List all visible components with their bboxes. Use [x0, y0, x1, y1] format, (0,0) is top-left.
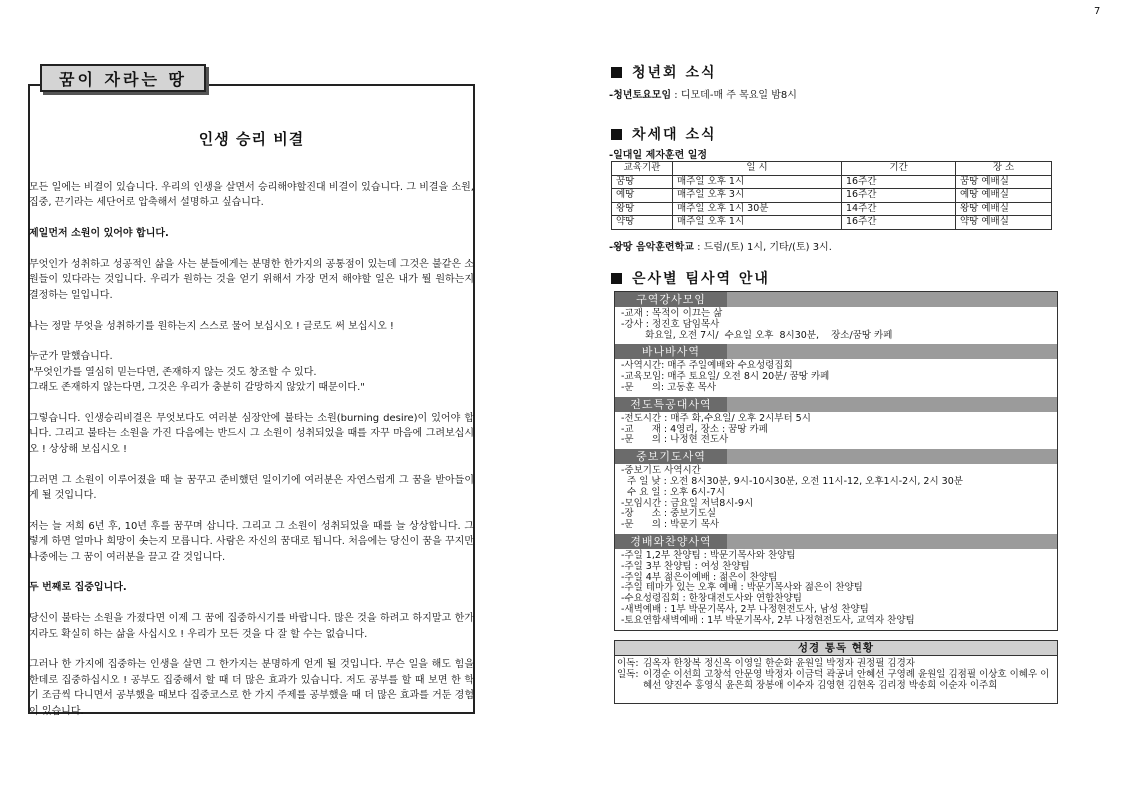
team-detail-line: -교 재 : 4영리, 장소 : 꿈땅 카페	[621, 423, 768, 435]
table-row	[612, 189, 1052, 203]
team-detail-line: -중보기도 사역시간	[621, 465, 701, 477]
youth-meeting-line	[609, 86, 797, 101]
training-subtitle-text: -일대일 제자훈련 일정	[609, 150, 708, 161]
bible-reading-names: 이경순 이선희 고창석 안문영 박정자 이금덕 곽공녀 안혜선 구영례 윤원일 김점필 이상호 이혜우 이혜선 양진수 홍영식 윤은희 장봉애 이수자 김영현 김현옥 김리정 박송희 이순자 이주희	[643, 669, 1050, 691]
team-detail-line: -장 소 : 중보기도실	[621, 508, 717, 520]
team-detail-line: 화요일, 오전 7시/ 수요일 오후 8시30분, 장소/꿈땅 카페	[621, 329, 893, 341]
paragraph: 그렇습니다. 인생승리비결은 무엇보다도 여러분 심장안에 불타는 소원(burning desire)이 있어야 합니다. 그리고 불타는 소원을 가진 다음에는 반드시 그 소원이 성취되었을 때를 자꾸 마음에 그려보십시오 ! 상상해 보십시오 !	[29, 413, 474, 455]
team-name: 전도특공대사역	[615, 397, 727, 412]
team-details	[615, 359, 1057, 396]
team-details	[615, 412, 1057, 449]
music-school-text: : 드럼/(토) 1시, 기타/(토) 3시.	[693, 242, 832, 253]
table-header-row	[612, 162, 1052, 176]
table-cell: 14주간	[842, 202, 956, 216]
table-cell: 약땅	[612, 216, 673, 230]
team-ministry-box	[614, 291, 1058, 631]
table-header-cell: 장 소	[956, 162, 1052, 176]
paragraph: 당신이 불타는 소원을 가졌다면 이제 그 꿈에 집중하시기를 바랍니다. 많은 것을 하려고 하지말고 한가지라도 확실히 하는 삶을 사십시오 ! 우리가 모든 것을 다 잘 할 수는 없습니다.	[29, 613, 474, 640]
next-gen-title: 차세대 소식	[632, 127, 717, 143]
team-detail-line: -문 의: 고동훈 목사	[621, 381, 717, 393]
table-cell: 왕땅	[612, 202, 673, 216]
table-cell: 매주일 오후 3시	[673, 189, 842, 203]
team-header-bar	[615, 344, 1057, 359]
team-detail-line: 주 일 낮 : 오전 8시30분, 9시-10시30분, 오전 11시-12, 오후1시-2시, 2시 30분	[621, 475, 963, 487]
music-school-line	[609, 238, 832, 253]
table-cell: 왕땅 예배실	[956, 202, 1052, 216]
youth-news-heading	[611, 62, 717, 82]
paragraph: 누군가 말했습니다.	[29, 351, 113, 363]
table-cell: 매주일 오후 1시	[673, 216, 842, 230]
youth-meeting-text: : 디모데-매 주 목요일 밤8시	[671, 90, 797, 101]
teams-heading	[611, 268, 770, 288]
table-cell: 16주간	[842, 216, 956, 230]
team-header-bar	[615, 449, 1057, 464]
column-banner: 꿈이 자라는 땅	[40, 64, 206, 92]
table-cell: 매주일 오후 1시	[673, 175, 842, 189]
team-header-bar	[615, 292, 1057, 307]
bible-reading-label: 일독:	[617, 669, 639, 680]
paragraph: 모든 일에는 비결이 있습니다. 우리의 인생을 살면서 승리해야할진대 비결이 있습니다. 그 비결을 소원, 집중, 끈기라는 세단어로 압축해서 설명하고 싶습니다.	[29, 182, 474, 209]
paragraph: 무엇인가 성취하고 성공적인 삶을 사는 분들에게는 분명한 한가지의 공통점이 있는데 그것은 불같은 소원들이 있다라는 것입니다. 우리가 원하는 것을 얻기 위해서 가장 먼저 해야할 일은 내가 뭘 원하는지 결정하는 일입니다.	[29, 259, 474, 301]
table-cell: 예땅 예배실	[956, 189, 1052, 203]
paragraph: 그러면 그 소원이 이루어졌을 때 늘 꿈꾸고 준비했던 일이기에 여러분은 자연스럽게 그 꿈을 받아들이게 될 것입니다.	[29, 474, 474, 502]
table-cell: 약땅 예배실	[956, 216, 1052, 230]
bible-reading-list	[615, 656, 1057, 691]
table-header-cell: 교육기관	[612, 162, 673, 176]
youth-meeting-label: -청년토요모임	[609, 90, 672, 101]
bible-reading-title: 성경 통독 현황	[615, 641, 1057, 656]
paragraph: 나는 정말 무엇을 성취하기를 원하는지 스스로 물어 보십시오 ! 글로도 써 보십시오 !	[29, 320, 394, 332]
team-detail-line: -주일 1,2부 찬양팀 : 박문기목사와 찬양팀	[621, 549, 796, 561]
page-number: 7	[1094, 6, 1101, 17]
square-bullet-icon	[611, 67, 622, 78]
team-detail-line: -주일 테마가 있는 오후 예배 : 박문기목사와 젊은이 찬양팀	[621, 582, 863, 594]
table-cell: 매주일 오후 1시 30분	[673, 202, 842, 216]
team-detail-line: -주일 3부 찬양팀 : 여성 찬양팀	[621, 560, 750, 572]
table-row	[612, 216, 1052, 230]
team-detail-line: -수요성령집회 : 한창대전도사와 연합찬양팀	[621, 593, 802, 605]
square-bullet-icon	[611, 129, 622, 140]
bible-reading-row	[617, 669, 1057, 691]
square-bullet-icon	[611, 273, 622, 284]
section-heading: 두 번째로 집중입니다.	[29, 582, 127, 594]
youth-news-title: 청년회 소식	[632, 65, 717, 81]
training-schedule-table	[611, 161, 1052, 230]
team-detail-line: -새벽예배 : 1부 박문기목사, 2부 나정현전도사, 남성 찬양팀	[621, 603, 869, 615]
table-cell: 16주간	[842, 189, 956, 203]
team-details	[615, 549, 1057, 630]
paragraph: 그래도 존재하지 않는다면, 그것은 우리가 충분히 갈망하지 않았기 때문이다."	[29, 382, 365, 394]
table-cell: 꿈땅 예배실	[956, 175, 1052, 189]
team-name: 경배와찬양사역	[615, 534, 727, 549]
paragraph: 저는 늘 저희 6년 후, 10년 후를 꿈꾸며 삽니다. 그리고 그 소원이 성취되었을 때를 늘 상상합니다. 그렇게 하면 얼마나 희망이 솟는지 모릅니다. 사람은 자신의 꿈대로 됩니다. 처음에는 당신이 꿈을 꾸지만 나중에는 그 꿈이 여러분을 끌고 갈 것입니다.	[29, 520, 474, 563]
team-detail-line: -전도시간 : 매주 화,수요일/ 오후 2시부터 5시	[621, 412, 811, 424]
table-row	[612, 175, 1052, 189]
team-detail-line: -모임시간 : 금요일 저녁8시-9시	[621, 497, 754, 509]
team-detail-line: -주일 4부 젊은이예배 : 젊은이 찬양팀	[621, 571, 778, 583]
team-detail-line: -토요연합새벽예배 : 1부 박문기목사, 2부 나정현전도사, 교역자 찬양팀	[621, 614, 915, 626]
bible-reading-row	[617, 658, 1057, 669]
team-detail-line: 수 요 일 : 오후 6시-7시	[621, 486, 726, 498]
table-cell: 16주간	[842, 175, 956, 189]
paragraph: "무엇인가를 열심히 믿는다면, 존재하지 않는 것도 창조할 수 있다.	[29, 366, 317, 378]
music-school-label: -왕땅 음악훈련학교	[609, 242, 694, 253]
table-row	[612, 202, 1052, 216]
team-detail-line: -문 의 : 박문기 목사	[621, 519, 720, 531]
team-name: 구역강사모임	[615, 292, 727, 307]
team-header-bar	[615, 534, 1057, 549]
training-subtitle	[609, 146, 707, 161]
team-detail-line: -사역시간: 매주 주일예배와 수요성령집회	[621, 360, 793, 372]
team-name: 바나바사역	[615, 344, 727, 359]
team-detail-line: -교육모임: 매주 토요일/ 오전 8시 20분/ 꿈땅 카페	[621, 371, 830, 383]
team-detail-line: -교재 : 목적이 이끄는 삶	[621, 308, 723, 319]
table-cell: 꿈땅	[612, 175, 673, 189]
table-header-cell: 기간	[842, 162, 956, 176]
teams-title: 은사별 팀사역 안내	[632, 271, 770, 287]
bible-reading-names: 김옥자 한창복 정신옥 이영일 한순화 윤원일 박정자 권정필 김경자	[643, 658, 915, 669]
team-header-bar	[615, 397, 1057, 412]
section-heading: 제일먼저 소원이 있어야 합니다.	[29, 228, 169, 240]
next-gen-heading	[611, 124, 717, 144]
team-detail-line: -문 의 : 나정현 전도사	[621, 434, 729, 446]
bible-reading-box	[614, 640, 1058, 704]
bible-reading-label: 이독:	[617, 658, 639, 669]
paragraph: 그러나 한 가지에 집중하는 인생을 살면 그 한가지는 분명하게 얻게 될 것입니다. 무슨 일을 해도 힘을 한데로 집중하십시오 ! 공부도 집중해서 할 때 더 많은 효과가 있습니다. 저도 공부를 할 때 보면 한 학기 조금씩 다니면서 공부했을 때보다 집중코스로 한 가지 주제를 공부했을 때 더 많은 효과를 거둔 경험이 있습니다.	[29, 659, 474, 717]
article-title: 인생 승리 비결	[198, 130, 305, 148]
team-details	[615, 464, 1057, 534]
team-details	[615, 307, 1057, 344]
table-cell: 예땅	[612, 189, 673, 203]
team-name: 중보기도사역	[615, 449, 727, 464]
team-detail-line: -강사 : 정진호 담임목사	[621, 318, 720, 330]
table-header-cell: 일 시	[673, 162, 842, 176]
article-body	[29, 180, 474, 734]
